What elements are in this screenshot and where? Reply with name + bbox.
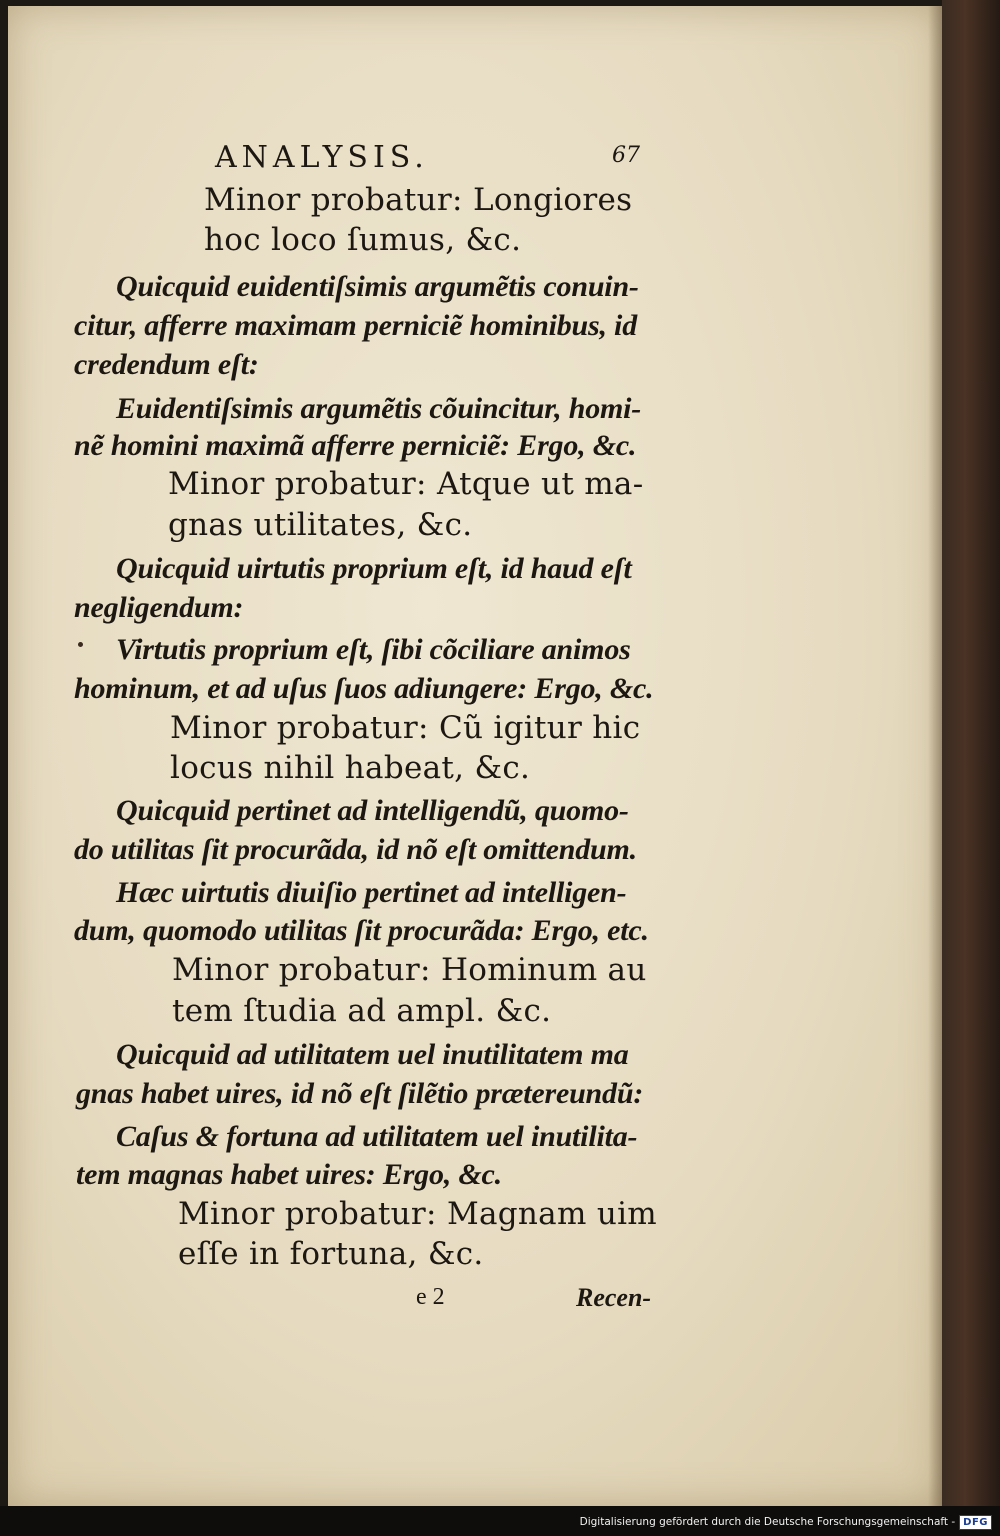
- catchword: Recen-: [576, 1283, 652, 1312]
- dfg-logo-icon: DFG: [959, 1515, 992, 1530]
- text-line: gnas utilitates, &c.: [168, 507, 473, 543]
- text-line: Virtutis proprium eſt, ſibi cõciliare animos: [116, 633, 631, 666]
- text-line: Minor probatur: Cũ igitur hic: [170, 710, 641, 746]
- signature-mark: e 2: [416, 1284, 445, 1310]
- text-line: Minor probatur: Magnam uim: [178, 1196, 657, 1232]
- running-head: ANALYSIS.: [215, 140, 429, 175]
- text-line: Quicquid euidentiſsimis argumẽtis conuin-: [116, 270, 639, 303]
- text-line: do utilitas ſit procurãda, id nõ eſt omittendum.: [74, 833, 637, 866]
- folio-number: 67: [612, 143, 640, 168]
- text-line: Euidentiſsimis argumẽtis cõuincitur, homi-: [116, 392, 642, 425]
- text-line: negligendum:: [74, 591, 244, 624]
- text-line: Minor probatur: Hominum au: [172, 952, 647, 988]
- text-line: tem ſtudia ad ampl. &c.: [172, 993, 552, 1029]
- text-line: credendum eſt:: [74, 348, 259, 381]
- ink-speck: [78, 642, 83, 647]
- text-line: tem magnas habet uires: Ergo, &c.: [76, 1158, 502, 1191]
- text-line: hoc loco ſumus, &c.: [204, 222, 522, 258]
- text-line: Hæc uirtutis diuiſio pertinet ad intelligen-: [116, 876, 627, 909]
- text-line: Quicquid ad utilitatem uel inutilitatem ma: [116, 1038, 629, 1071]
- text-line: hominum, et ad uſus ſuos adiungere: Ergo, &c.: [74, 672, 654, 705]
- text-line: Minor probatur: Longiores: [204, 182, 633, 218]
- digitization-credit: [580, 1513, 992, 1531]
- text-line: eſſe in fortuna, &c.: [178, 1236, 484, 1272]
- text-line: locus nihil habeat, &c.: [170, 750, 531, 786]
- text-line: Quicquid pertinet ad intelligendũ, quomo-: [116, 794, 629, 827]
- text-line: Minor probatur: Atque ut ma-: [168, 466, 644, 502]
- text-line: Caſus & fortuna ad utilitatem uel inutilita-: [116, 1120, 638, 1153]
- text-line: nẽ homini maximã afferre perniciẽ: Ergo, &c.: [74, 429, 637, 462]
- book-binding-edge: [942, 0, 1000, 1510]
- text-line: gnas habet uires, id nõ eſt ſilẽtio prætereundũ:: [76, 1077, 644, 1110]
- text-line: dum, quomodo utilitas ſit procurãda: Ergo, etc.: [74, 914, 649, 947]
- credit-text: Digitalisierung gefördert durch die Deutsche Forschungsgemeinschaft -: [579, 1516, 956, 1528]
- text-line: Quicquid uirtutis proprium eſt, id haud eſt: [116, 552, 632, 585]
- text-line: citur, afferre maximam perniciẽ hominibus, id: [74, 309, 637, 342]
